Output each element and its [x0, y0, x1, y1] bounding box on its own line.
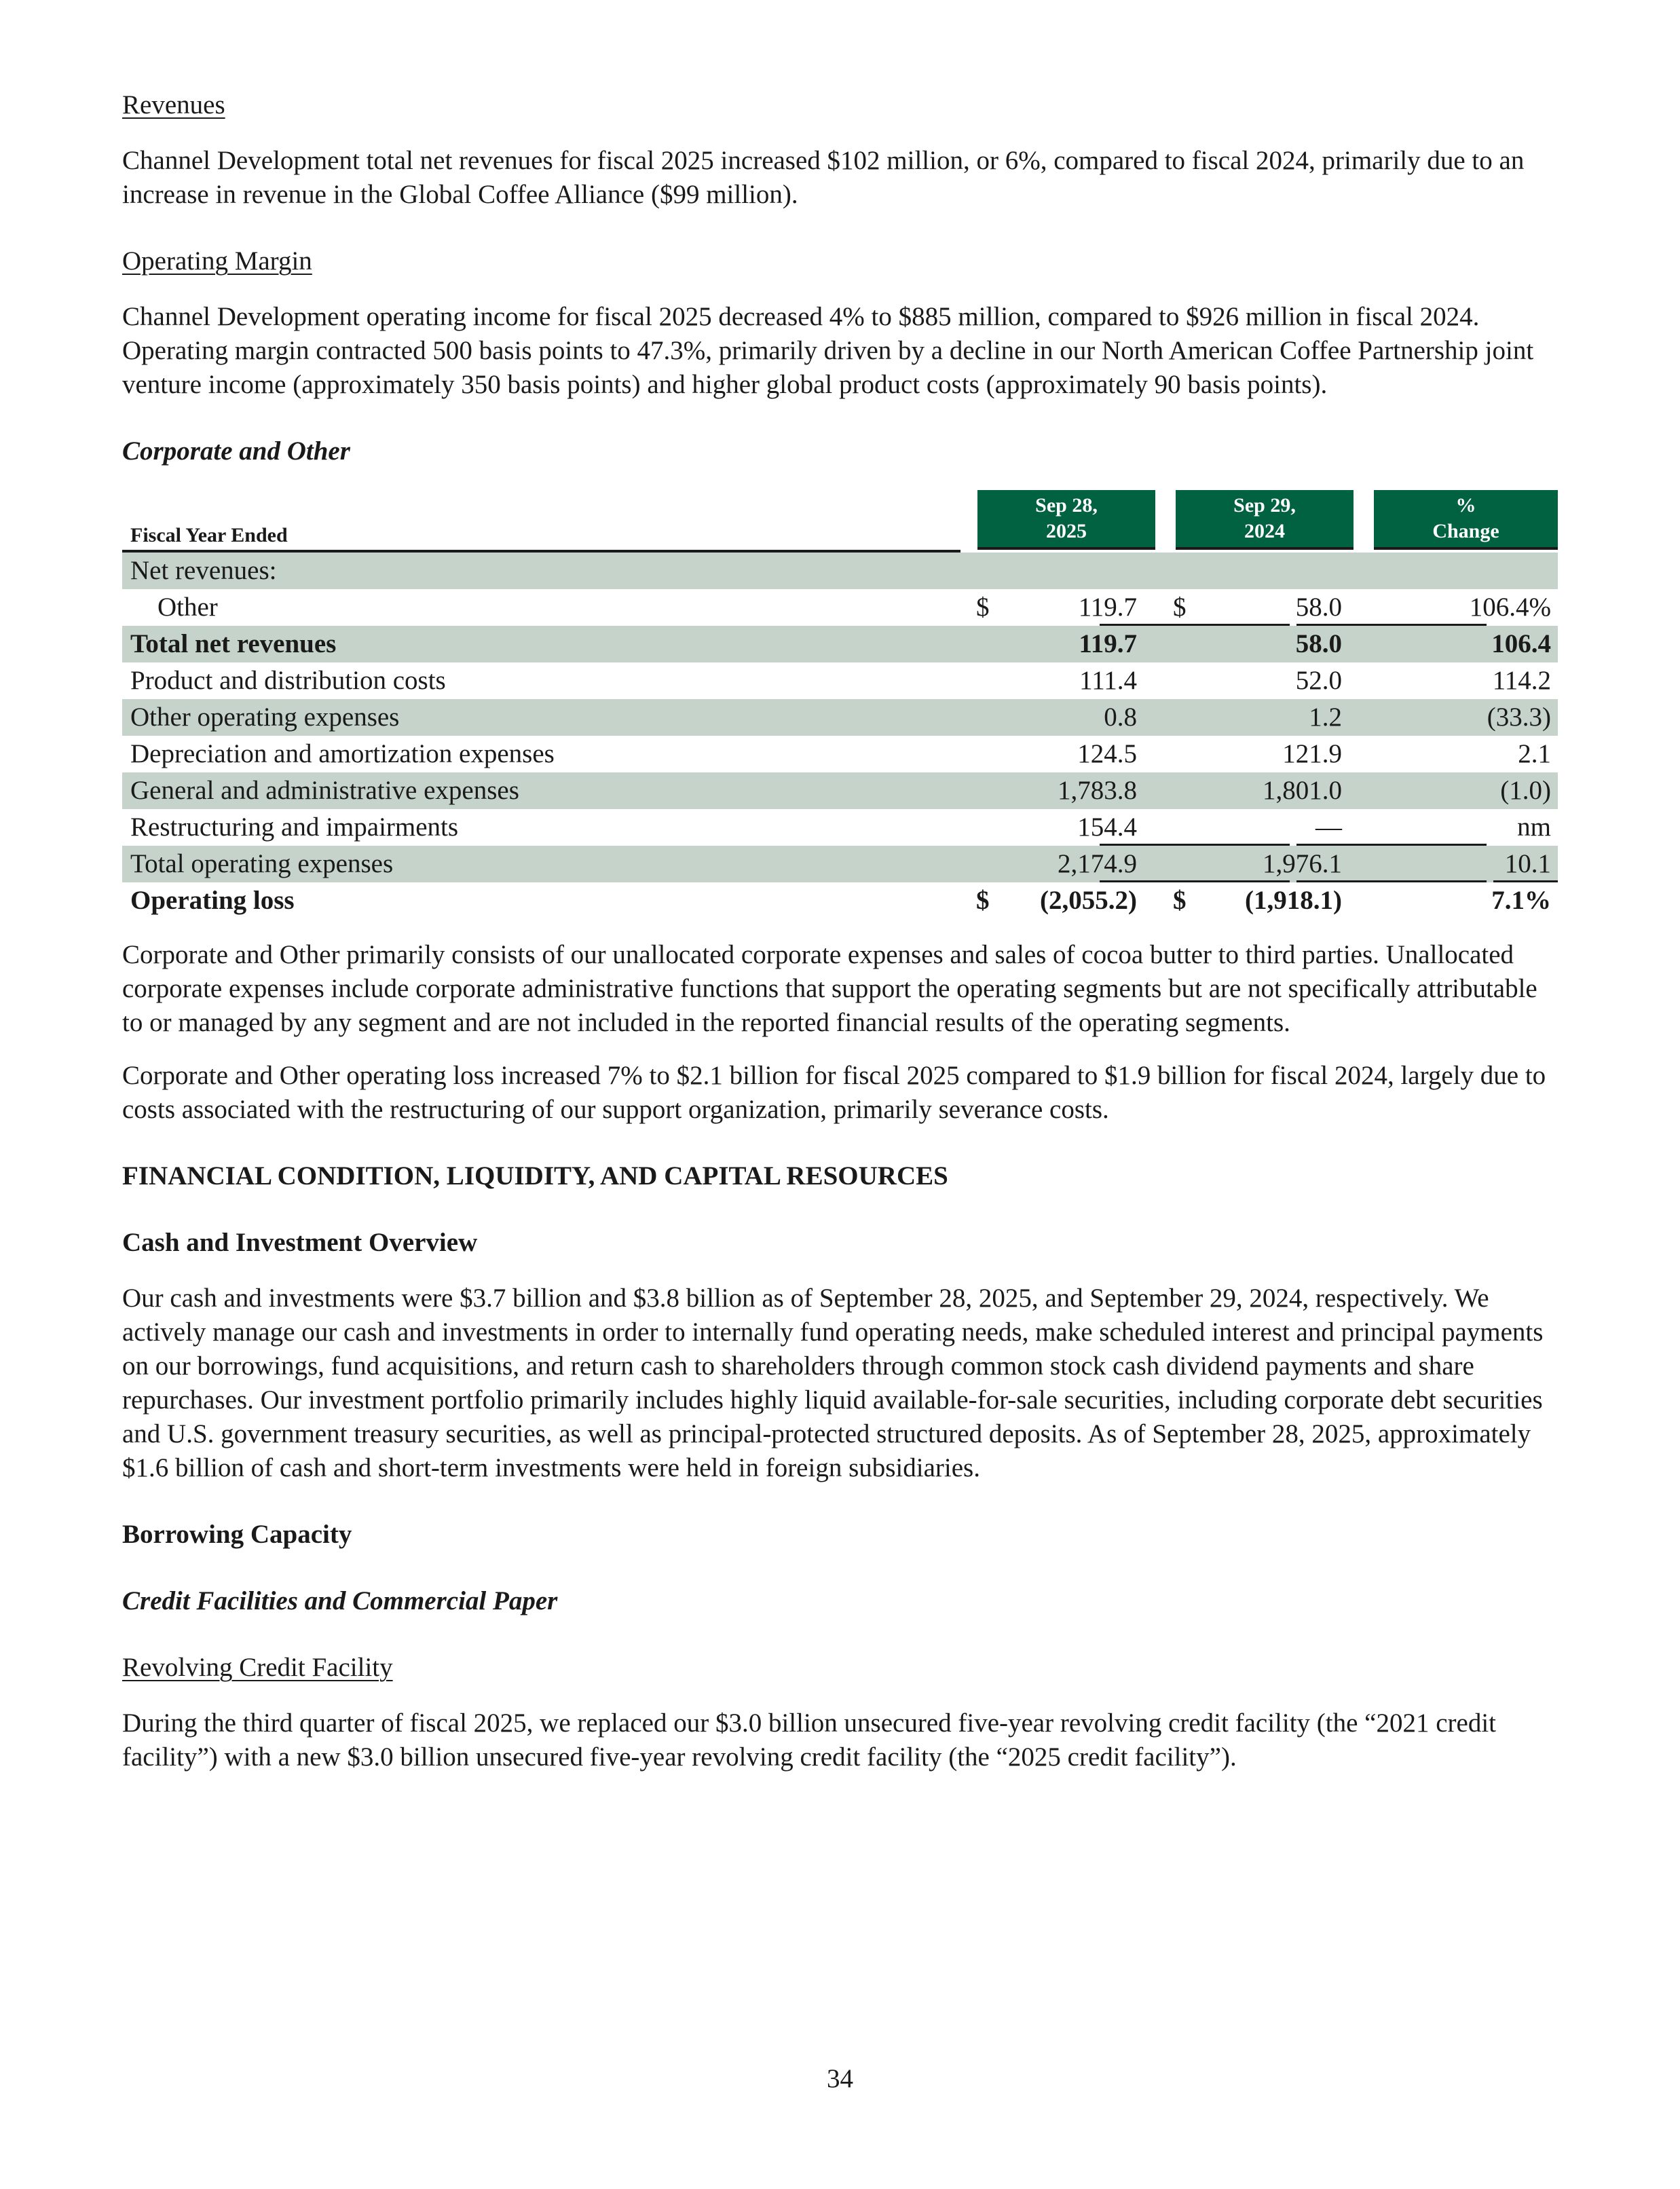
col-header-2024-line1: Sep 29, — [1233, 494, 1296, 517]
table-row — [122, 662, 1558, 699]
corporate-paragraph-2: Corporate and Other operating loss increased 7% to $2.1 billion for fiscal 2025 compared to $1.9 billion for fiscal 2024, largely due to costs associated with the restructuring of our support organization, primarily severance costs. — [122, 1061, 1546, 1124]
currency-symbol: $ — [976, 886, 990, 915]
value-change: 2.1 — [1518, 739, 1551, 768]
value-change: 106.4% — [1469, 593, 1551, 622]
value-2024: 1,976.1 — [1263, 849, 1342, 878]
table-row — [122, 772, 1558, 809]
col-header-change — [1374, 490, 1558, 550]
table-row — [122, 553, 1558, 589]
currency-symbol: $ — [976, 593, 990, 622]
row-label: Net revenues: — [130, 556, 277, 585]
revolving-heading: Revolving Credit Facility — [122, 1653, 393, 1682]
table-row — [122, 589, 1558, 626]
value-change: (1.0) — [1500, 776, 1551, 805]
col-header-2025 — [977, 490, 1155, 550]
col-header-2025-line1: Sep 28, — [1035, 494, 1098, 517]
value-change: 7.1% — [1491, 886, 1551, 915]
row-label: Total operating expenses — [130, 849, 394, 878]
row-label: General and administrative expenses — [130, 776, 519, 805]
value-2025: (2,055.2) — [1040, 886, 1137, 915]
borrowing-heading: Borrowing Capacity — [122, 1520, 352, 1549]
cash-paragraph: Our cash and investments were $3.7 billion and $3.8 billion as of September 28, 2025, and September 29, 2024, respectively. We actively manage our cash and investments in order to internally fund operating needs, make scheduled interest and principal payments on our borrowings, fund acquisitions, and return cash to shareholders through common stock cash dividend payments and share repurchases. Our investment portfolio primarily includes highly liquid available-for-sale securities, including corporate debt securities and U.S. government treasury securities, as well as principal-protected structured deposits. As of September 28, 2025, approximately $1.6 billion of cash and short-term investments were held in foreign subsidiaries. — [122, 1284, 1544, 1482]
table-row — [122, 882, 1558, 919]
row-label: Operating loss — [130, 886, 295, 915]
value-2025: 124.5 — [1077, 739, 1137, 768]
operating-margin-heading: Operating Margin — [122, 246, 312, 276]
value-2024: — — [1315, 812, 1342, 842]
value-2024: 121.9 — [1282, 739, 1342, 768]
row-label: Restructuring and impairments — [130, 812, 459, 842]
corporate-table — [122, 490, 1558, 919]
col-header-2025-line2: 2025 — [1046, 520, 1087, 542]
revenues-heading: Revenues — [122, 90, 225, 119]
value-2025: 1,783.8 — [1058, 776, 1137, 805]
value-2024: 1.2 — [1309, 703, 1342, 732]
value-2025: 119.7 — [1079, 629, 1137, 658]
table-row — [122, 846, 1558, 882]
row-label: Other — [157, 593, 218, 622]
page-number: 34 — [827, 2064, 853, 2093]
revolving-paragraph: During the third quarter of fiscal 2025, we replaced our $3.0 billion unsecured five-year revolving credit facility (the “2021 credit facility”) with a new $3.0 billion unsecured five-year revolving credit facility (the “2025 credit facility”). — [122, 1708, 1497, 1772]
corporate-heading: Corporate and Other — [122, 436, 350, 466]
row-label: Product and distribution costs — [130, 666, 446, 695]
operating-margin-paragraph: Channel Development operating income for fiscal 2025 decreased 4% to $885 million, compared to $926 million in fiscal 2024. Operating margin contracted 500 basis points to 47.3%, primarily driven by a decline in our North American Coffee Partnership joint venture income (approximately 350 basis points) and higher global product costs (approximately 90 basis points). — [122, 302, 1534, 399]
currency-symbol: $ — [1173, 593, 1187, 622]
value-2025: 0.8 — [1104, 703, 1137, 732]
col-header-change-line2: Change — [1432, 520, 1499, 542]
value-2024: 58.0 — [1295, 629, 1342, 658]
corporate-paragraph-1: Corporate and Other primarily consists of our unallocated corporate expenses and sales of cocoa butter to third parties. Unallocated corporate expenses include corporate administrative functions that support the operating segments but are not specifically attributable to or managed by any segment and are not included in the reported financial results of the operating segments. — [122, 940, 1537, 1037]
value-change: 106.4 — [1491, 629, 1551, 658]
col-header-2024 — [1176, 490, 1354, 550]
revenues-paragraph: Channel Development total net revenues for fiscal 2025 increased $102 million, or 6%, compared to fiscal 2024, primarily due to an increase in revenue in the Global Coffee Alliance ($99 million). — [122, 146, 1525, 209]
value-change: nm — [1517, 812, 1551, 842]
credit-facilities-heading: Credit Facilities and Commercial Paper — [122, 1586, 558, 1615]
value-2025: 111.4 — [1079, 666, 1137, 695]
row-label: Other operating expenses — [130, 703, 400, 732]
cash-heading: Cash and Investment Overview — [122, 1228, 478, 1257]
col-header-change-line1: % — [1455, 494, 1476, 517]
value-change: 10.1 — [1504, 849, 1551, 878]
document-page — [122, 88, 1558, 1774]
value-2025: 2,174.9 — [1058, 849, 1137, 878]
table-row — [122, 626, 1558, 662]
value-change: (33.3) — [1487, 703, 1551, 732]
value-2024: 52.0 — [1295, 666, 1342, 695]
value-2025: 154.4 — [1077, 812, 1137, 842]
col-header-2024-line2: 2024 — [1244, 520, 1285, 542]
row-label: Total net revenues — [130, 629, 337, 658]
table-header — [122, 490, 1558, 553]
row-label: Depreciation and amortization expenses — [130, 739, 555, 768]
value-change: 114.2 — [1492, 666, 1551, 695]
value-2025: 119.7 — [1078, 593, 1137, 622]
fiscal-year-label: Fiscal Year Ended — [130, 524, 288, 546]
value-2024: 58.0 — [1295, 593, 1342, 622]
value-2024: 1,801.0 — [1263, 776, 1342, 805]
table-row — [122, 809, 1558, 846]
value-2024: (1,918.1) — [1245, 886, 1342, 915]
currency-symbol: $ — [1173, 886, 1187, 915]
table-row — [122, 736, 1558, 772]
financial-condition-heading: FINANCIAL CONDITION, LIQUIDITY, AND CAPITAL RESOURCES — [122, 1161, 948, 1191]
table-row — [122, 699, 1558, 736]
